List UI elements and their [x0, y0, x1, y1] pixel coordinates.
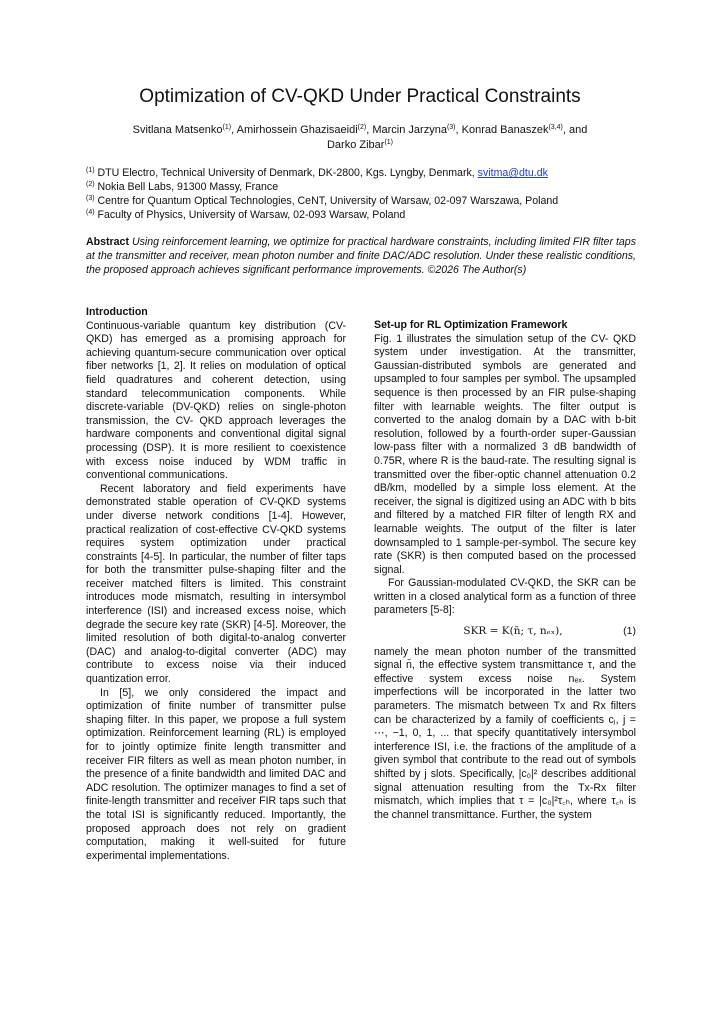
column-left — [86, 306, 346, 863]
intro-paragraph-2: Recent laboratory and field experiments have demonstrated stable operation of CV-QKD systems under diverse network conditions [1-4]. However, practical realization of cost-effective CV-QKD systems requires system optimization under practical constraints [4-5]. In particular, the number of filter taps for both the transmitter pulse-shaping filter and the receiver matched filters is limited. This constraint introduces mode mismatch, resulting in intersymbol interference (ISI) and increased excess noise, which degrade the secure key rate (SKR) [4-5]. Moreover, the limited resolution of both digital-to-analog converter (DAC) and analog-to-digital converter (ADC) may contribute to excess noise via their induced quantization error. — [86, 482, 346, 686]
equation-expression: SKR = K(n̄; τ, nₑₓ), — [463, 625, 563, 638]
abstract — [86, 235, 636, 277]
column-right — [374, 319, 636, 822]
setup-paragraph-1: Fig. 1 illustrates the simulation setup of the CV- QKD system under investigation. At the transmitter, Gaussian-distributed symbols are generated and upsampled to four samples per symbol. The upsampled sequence is then processed by an FIR pulse-shaping filter with learnable weights. The filter output is converted to the analog domain by a DAC with b-bit resolution, followed by a fourth-order super-Gaussian low-pass filter with a normalized 3 dB bandwidth of 0.75R, where R is the baud-rate. The resulting signal is transmitted over the fiber-optic channel attenuation 0.2 dB/km, modelled by a simple loss element. At the receiver, the signal is digitized using an ADC with b bits and filtered by a matched FIR filter of length RX and learnable weights. The output of the filter is later downsampled to 1 sample-per-symbol. The secure key rate (SKR) is then computed based on the processed signal. — [374, 332, 636, 576]
setup-paragraph-3: namely the mean photon number of the transmitted signal n̄, the effective system transmittance τ, and the effective system excess noise nₑₓ. System imperfections will be incorporated in the latter two parameters. The mismatch between Tx and Rx filters can be characterized by a family of coefficients cⱼ, j = ⋯, −1, 0, 1, ... that specify quantitatively intersymbol interference ISI, i.e. the fractions of the amplitude of a given symbol that contribute to the read out of symbols shifted by j slots. Specifically, |c₀|² describes additional signal attenuation resulting from the Tx-Rx filter mismatch, which implies that τ = |c₀|²τ꜀ₕ, where τ꜀ₕ is the channel transmittance. Further, the system — [374, 645, 636, 821]
abstract-label: Abstract — [86, 236, 129, 248]
equation-number: (1) — [623, 625, 636, 638]
affiliation-3: $^{(3)}$ Centre for Quantum Optical Technologies, CeNT, University of Warsaw, 02-097 Warszawa, Poland — [86, 195, 559, 207]
intro-heading: Introduction — [86, 306, 148, 318]
author-2: Amirhossein Ghazisaeidi$^{(2)}$, — [236, 124, 373, 136]
author-list — [90, 123, 630, 153]
abstract-text: Using reinforcement learning, we optimize for practical hardware constraints, including limited FIR filter taps at the transmitter and receiver, mean photon number and finite DAC/ADC resolution. Under these realistic conditions, the proposed approach achieves significant performance improvements. ©2026 The Author(s) — [86, 236, 636, 276]
author-3: Marcin Jarzyna$^{(3)}$, — [372, 124, 462, 136]
author-4: Konrad Banaszek$^{(3,4)}$, and — [461, 124, 588, 136]
equation-1 — [374, 625, 636, 639]
affiliation-1: $^{(1)}$ DTU Electro, Technical University of Denmark, DK-2800, Kgs. Lyngby, Denmark, svitma@dtu.dk — [86, 167, 548, 179]
author-1: Svitlana Matsenko$^{(1)}$, — [132, 124, 237, 136]
setup-paragraph-2: For Gaussian-modulated CV-QKD, the SKR can be written in a closed analytical form as a function of three parameters [5-8]: — [374, 577, 636, 617]
intro-paragraph-3: In [5], we only considered the impact and optimization of finite number of transmitter pulse shaping filter. In this paper, we propose a full system optimization. Reinforcement learning (RL) is employed for to jointly optimize finite length transmitter and receiver FIR filters as well as mean photon number, in the presence of a finite bandwidth and limited DAC and ADC resolution. The optimizer manages to find a set of finite-length transmitter and receiver FIR taps such that the total ISI is significantly reduced. Importantly, the proposed approach does not rely on gradient computation, making it well-suited for future experimental implementations. — [86, 686, 346, 862]
author-5: Darko Zibar$^{(1)}$ — [326, 139, 394, 151]
affiliation-4: $^{(4)}$ Faculty of Physics, University of Warsaw, 02-093 Warsaw, Poland — [86, 209, 406, 221]
paper-title: Optimization of CV-QKD Under Practical Constraints — [139, 86, 581, 107]
affiliation-list — [86, 166, 646, 222]
intro-paragraph-1: Continuous-variable quantum key distribution (CV-QKD) has emerged as a promising approach for achieving quantum-secure communication over optical fiber networks [1, 2]. It relies on modulation of optical field quadratures and coherent detection, using standard telecommunication components. While discrete-variable (DV-QKD) relies on single-photon transmission, the CV- QKD approach leverages the hardware components and conventional digital signal processing (DSP). It is more resilient to coexistence with excess noise induced by WDM traffic in conventional communications. — [86, 319, 346, 482]
affiliation-2: $^{(2)}$ Nokia Bell Labs, 91300 Massy, France — [86, 181, 279, 193]
email-link[interactable]: svitma@dtu.dk — [477, 167, 548, 179]
setup-heading: Set-up for RL Optimization Framework — [374, 319, 568, 331]
